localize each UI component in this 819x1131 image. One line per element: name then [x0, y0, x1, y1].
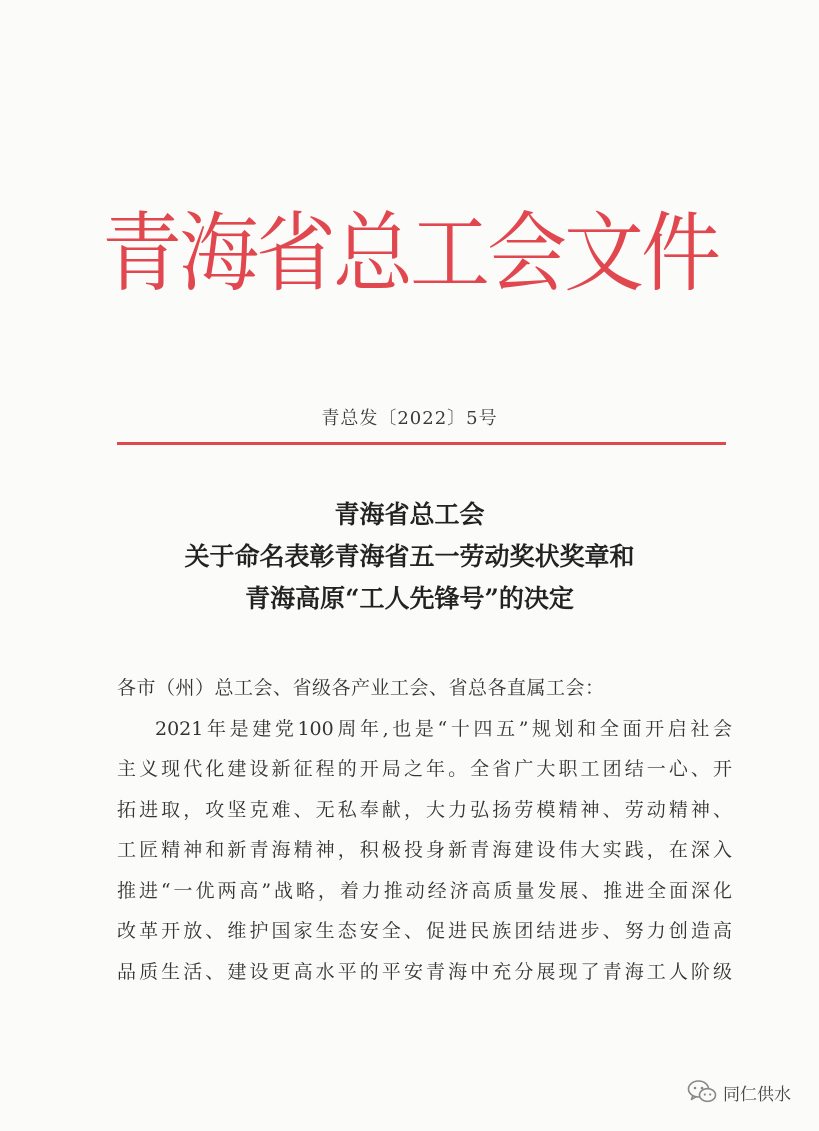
decision-title-line-2: 关于命名表彰青海省五一劳动奖状奖章和 [184, 542, 635, 571]
watermark-label: 同仁供水 [723, 1084, 791, 1105]
paragraph-line: 工匠精神和新青海精神，积极投身新青海建设伟大实践，在深入 [117, 839, 732, 861]
salutation: 各市（州）总工会、省级各产业工会、省总各直属工会： [117, 677, 605, 699]
paragraph-line: 拓进取，攻坚克难、无私奉献，大力弘扬劳模精神、劳动精神、 [117, 798, 732, 821]
document-header-title: 青海省总工会文件 [102, 203, 718, 304]
paragraph-line: 2021年是建党100周年,也是“十四五”规划和全面开启社会 [155, 717, 732, 740]
paragraph-line: 推进“一优两高”战略，着力推动经济高质量发展、推进全面深化 [117, 879, 732, 902]
document-number: 青总发〔2022〕5号 [321, 408, 498, 429]
red-divider-line [117, 442, 726, 445]
decision-title-line-1: 青海省总工会 [334, 500, 485, 529]
decision-title-line-3: 青海高原“工人先锋号”的决定 [245, 584, 574, 613]
document-body [117, 668, 732, 992]
paragraph-line: 改革开放、维护国家生态安全、促进民族团结进步、努力创造高 [117, 920, 732, 942]
paragraph-line: 主义现代化建设新征程的开局之年。全省广大职工团结一心、开 [117, 758, 732, 780]
wechat-icon [687, 1079, 717, 1105]
wechat-watermark [687, 1079, 791, 1105]
paragraph-line: 品质生活、建设更高水平的平安青海中充分展现了青海工人阶级 [117, 960, 732, 983]
decision-title [0, 494, 819, 620]
